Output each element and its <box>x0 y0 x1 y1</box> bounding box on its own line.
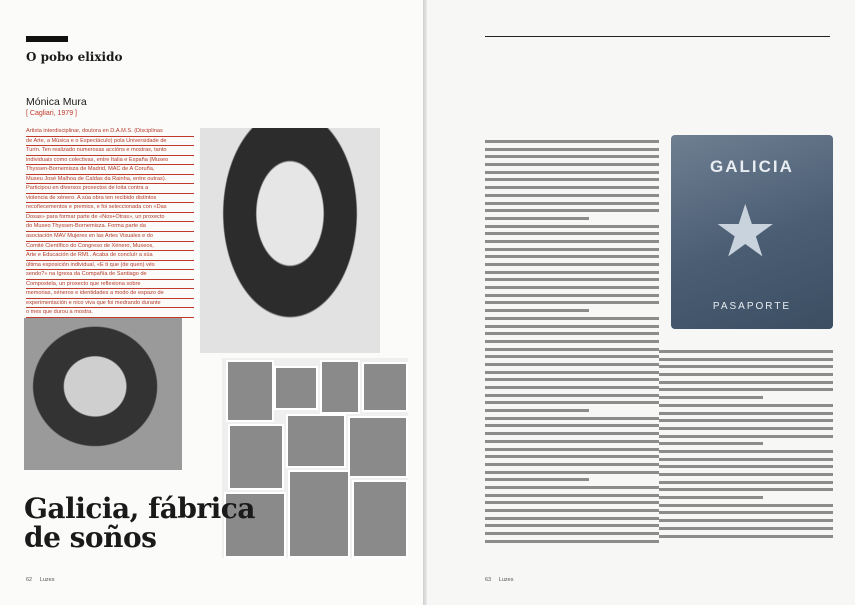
text-line-placeholder <box>659 481 833 484</box>
bio-line: experimentación e nico viva que foi medrando durante <box>26 299 194 309</box>
text-line-placeholder <box>485 524 659 527</box>
page-number: 63 <box>485 577 492 583</box>
bio-line: Participou en diversos proxectos de loita contra a <box>26 184 194 194</box>
bio-line: Artista interdisciplinar, doutora en D.A.M.S. (Disciplinas <box>26 127 194 137</box>
bio-line: sendo?» na Igrexa da Compañía de Santiago de <box>26 270 194 280</box>
text-line-placeholder <box>659 404 833 407</box>
text-line-placeholder <box>485 401 659 404</box>
text-line-placeholder <box>485 332 659 335</box>
text-line-placeholder <box>485 409 589 412</box>
passport-label: PASAPORTE <box>712 301 792 312</box>
text-line-placeholder <box>659 365 833 368</box>
star-emblem: ★ <box>713 189 778 273</box>
section-title: O pobo elixido <box>26 50 123 64</box>
text-line-placeholder <box>485 171 659 174</box>
text-line-placeholder <box>485 163 659 166</box>
text-line-placeholder <box>485 140 659 143</box>
text-line-placeholder <box>485 286 659 289</box>
page-footer <box>485 577 513 583</box>
text-line-placeholder <box>659 396 763 399</box>
text-line-placeholder <box>485 532 659 535</box>
text-line-placeholder <box>659 427 833 430</box>
bio-line: individuais como colectivas, entre Italia e España (Museo <box>26 156 194 166</box>
text-line-placeholder <box>659 419 833 422</box>
text-line-placeholder <box>659 496 763 499</box>
childhood-photo <box>24 318 182 470</box>
text-column <box>485 140 659 547</box>
text-line-placeholder <box>659 373 833 376</box>
text-line-placeholder <box>485 194 659 197</box>
bio-line: recoñecementos e premios, e foi seleccionada con «Das <box>26 203 194 213</box>
author-name: Mónica Mura <box>26 96 87 108</box>
text-line-placeholder <box>485 540 659 543</box>
top-rule <box>485 36 830 37</box>
text-line-placeholder <box>485 471 659 474</box>
passport-country: GALICIA <box>710 157 794 176</box>
page-footer <box>26 577 54 583</box>
text-line-placeholder <box>485 424 659 427</box>
text-line-placeholder <box>485 501 659 504</box>
author-bio <box>26 127 194 318</box>
bio-line: última exposición individual, «E ti que (de quen) vés <box>26 261 194 271</box>
bio-line: o mes que durou a mostra. <box>26 308 194 318</box>
text-line-placeholder <box>485 340 659 343</box>
text-line-placeholder <box>659 535 833 538</box>
text-line-placeholder <box>485 517 659 520</box>
text-line-placeholder <box>485 463 659 466</box>
text-line-placeholder <box>485 217 589 220</box>
bio-line: Thyssen-Bornemisza de Madrid, MAC de A Coruña, <box>26 165 194 175</box>
text-line-placeholder <box>485 263 659 266</box>
text-line-placeholder <box>485 348 659 351</box>
text-line-placeholder <box>485 394 659 397</box>
headline-line: de soños <box>24 521 157 554</box>
text-line-placeholder <box>659 519 833 522</box>
portrait-photo <box>200 128 380 353</box>
section-marker <box>26 36 68 42</box>
headline-line: Galicia, fábrica <box>24 492 255 525</box>
author-meta: [ Cagliari, 1979 ] <box>26 110 77 117</box>
text-line-placeholder <box>659 504 833 507</box>
text-line-placeholder <box>485 148 659 151</box>
text-line-placeholder <box>485 248 659 251</box>
text-column <box>659 350 833 542</box>
magazine-name: Luzes <box>39 577 55 583</box>
text-line-placeholder <box>659 465 833 468</box>
text-line-placeholder <box>485 478 589 481</box>
text-line-placeholder <box>485 325 659 328</box>
right-page <box>427 0 855 605</box>
text-line-placeholder <box>659 527 833 530</box>
text-line-placeholder <box>485 278 659 281</box>
text-line-placeholder <box>485 255 659 258</box>
text-line-placeholder <box>485 494 659 497</box>
text-line-placeholder <box>659 450 833 453</box>
bio-line: Comité Científico do Congreso de Xénero, Museos, <box>26 242 194 252</box>
text-line-placeholder <box>485 386 659 389</box>
text-line-placeholder <box>659 511 833 514</box>
text-line-placeholder <box>485 455 659 458</box>
bio-line: do Museo Thyssen-Bornemisza. Forma parte da <box>26 222 194 232</box>
text-line-placeholder <box>485 301 659 304</box>
bio-line: Arte e Educación de RMI.. Acaba de concluír a súa <box>26 251 194 261</box>
text-line-placeholder <box>485 417 659 420</box>
bio-line: Museu José Malhoa de Caldas da Rainha, entre outras). <box>26 175 194 185</box>
bio-line: Dosas» para formar parte de «Nos+Otras», un proxecto <box>26 213 194 223</box>
text-line-placeholder <box>659 473 833 476</box>
text-line-placeholder <box>659 412 833 415</box>
text-line-placeholder <box>485 432 659 435</box>
text-line-placeholder <box>485 155 659 158</box>
text-line-placeholder <box>485 363 659 366</box>
bio-line: memorias, xéneros e identidades a modo de espazo de <box>26 289 194 299</box>
page-number: 62 <box>26 577 33 583</box>
passport-photo <box>671 135 833 329</box>
text-line-placeholder <box>485 378 659 381</box>
bio-line: Compostela, un proxecto que reflexiona sobre <box>26 280 194 290</box>
text-line-placeholder <box>485 225 659 228</box>
bio-line: Turín. Ten realizado numerosas accións e mostras, tanto <box>26 146 194 156</box>
text-line-placeholder <box>659 358 833 361</box>
bio-line: violencia de xénero. A súa obra ten recibido distintos <box>26 194 194 204</box>
text-line-placeholder <box>659 388 833 391</box>
text-line-placeholder <box>485 232 659 235</box>
text-line-placeholder <box>485 209 659 212</box>
text-line-placeholder <box>485 271 659 274</box>
article-headline <box>24 494 255 552</box>
text-line-placeholder <box>659 435 833 438</box>
text-line-placeholder <box>659 442 763 445</box>
text-line-placeholder <box>659 381 833 384</box>
text-line-placeholder <box>485 178 659 181</box>
left-page <box>0 0 423 605</box>
text-line-placeholder <box>485 509 659 512</box>
text-line-placeholder <box>659 488 833 491</box>
bio-line: asociación MAV Mujeres en las Artes Visuales e do <box>26 232 194 242</box>
text-line-placeholder <box>485 355 659 358</box>
text-line-placeholder <box>659 350 833 353</box>
text-line-placeholder <box>485 202 659 205</box>
text-line-placeholder <box>485 440 659 443</box>
text-line-placeholder <box>485 371 659 374</box>
magazine-name: Luzes <box>498 577 514 583</box>
text-line-placeholder <box>485 317 659 320</box>
text-line-placeholder <box>485 486 659 489</box>
text-line-placeholder <box>485 448 659 451</box>
text-line-placeholder <box>485 240 659 243</box>
text-line-placeholder <box>485 309 589 312</box>
text-line-placeholder <box>659 458 833 461</box>
bio-line: de Arte, a Música e o Espectáculo) pola Universidade de <box>26 137 194 147</box>
text-line-placeholder <box>485 186 659 189</box>
text-line-placeholder <box>485 294 659 297</box>
